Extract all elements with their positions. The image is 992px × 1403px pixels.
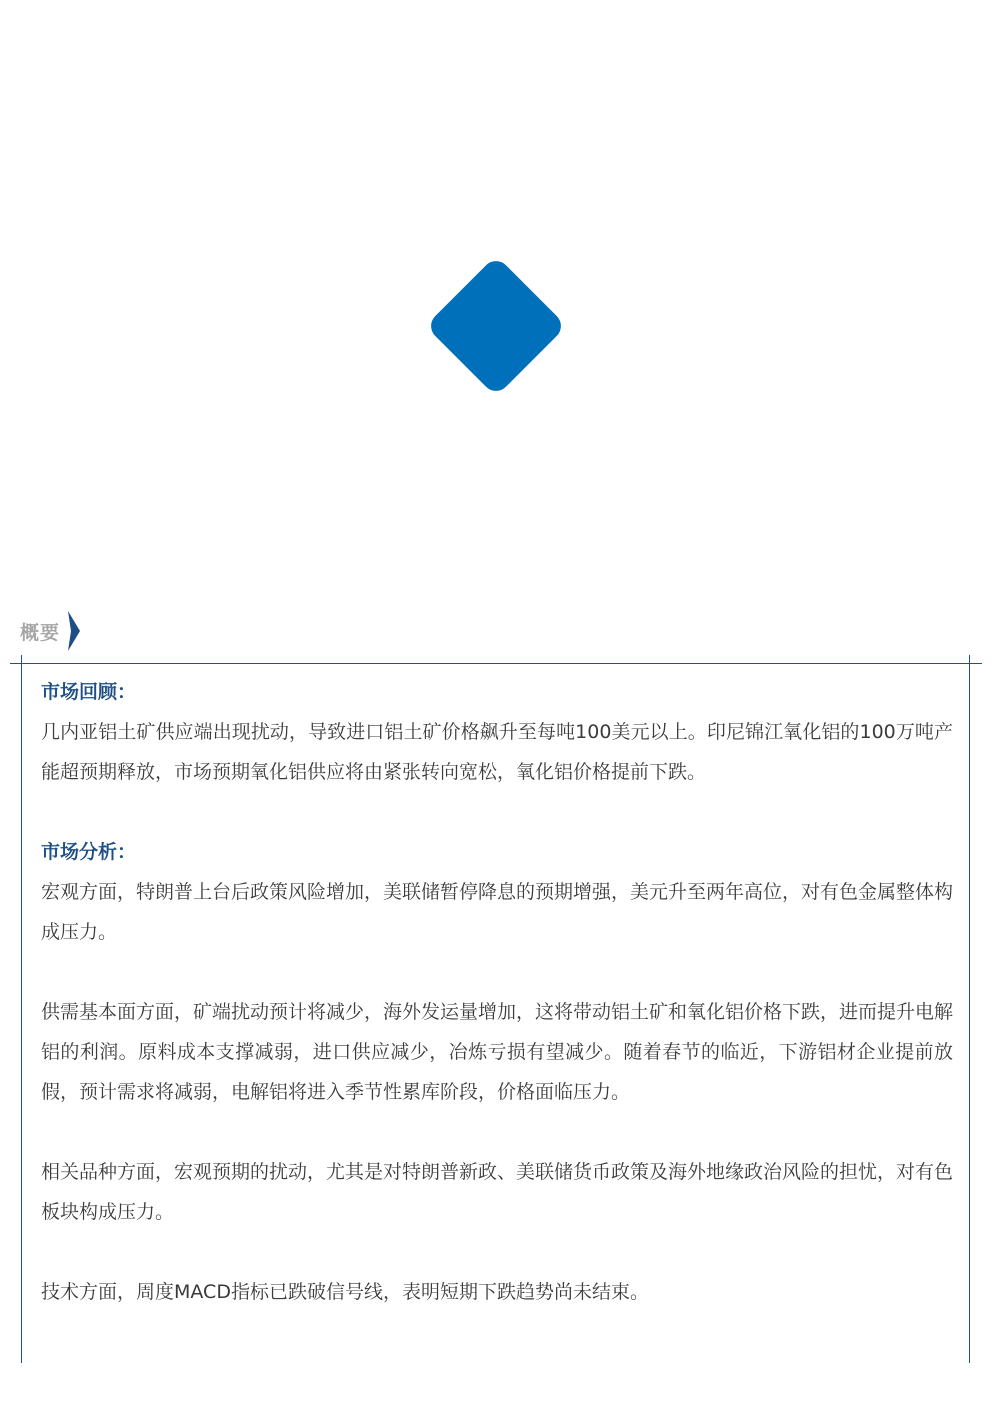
related-varieties-paragraph: 相关品种方面，宏观预期的扰动，尤其是对特朗普新政、美联储货币政策及海外地缘政治风险的担忧，对有色板块构成压力。 [41,1161,954,1223]
supply-demand-paragraph: 供需基本面方面，矿端扰动预计将减少，海外发运量增加，这将带动铝土矿和氧化铝价格下跌，进而提升电解铝的利润。原料成本支撑减弱，进口供应减少，冶炼亏损有望减少。随着春节的临近，下游铝材企业提前放假，预计需求将减弱，电解铝将进入季节性累库阶段，价格面临压力。 [41,1001,954,1103]
summary-content [41,672,953,1312]
diamond-logo-icon [425,255,567,397]
spacer [41,1232,953,1272]
market-review-heading: 市场回顾： [41,681,137,703]
spacer [41,792,953,832]
frame-top-border [10,663,982,664]
frame-left-border [21,655,22,1363]
market-analysis-heading: 市场分析： [41,841,137,863]
spacer [41,952,953,992]
market-review-paragraph: 几内亚铝土矿供应端出现扰动，导致进口铝土矿价格飙升至每吨100美元以上。印尼锦江氧化铝的100万吨产能超预期释放，市场预期氧化铝供应将由紧张转向宽松，氧化铝价格提前下跌。 [41,721,953,783]
section-title: 概要 [20,621,61,644]
macro-paragraph: 宏观方面，特朗普上台后政策风险增加，美联储暂停降息的预期增强，美元升至两年高位，对有色金属整体构成压力。 [41,881,954,943]
technical-paragraph: 技术方面，周度MACD指标已跌破信号线，表明短期下跌趋势尚未结束。 [41,1281,649,1303]
spacer [41,1112,953,1152]
chevron-right-icon [68,611,80,651]
frame-right-border [969,655,970,1363]
section-tab [20,611,80,651]
